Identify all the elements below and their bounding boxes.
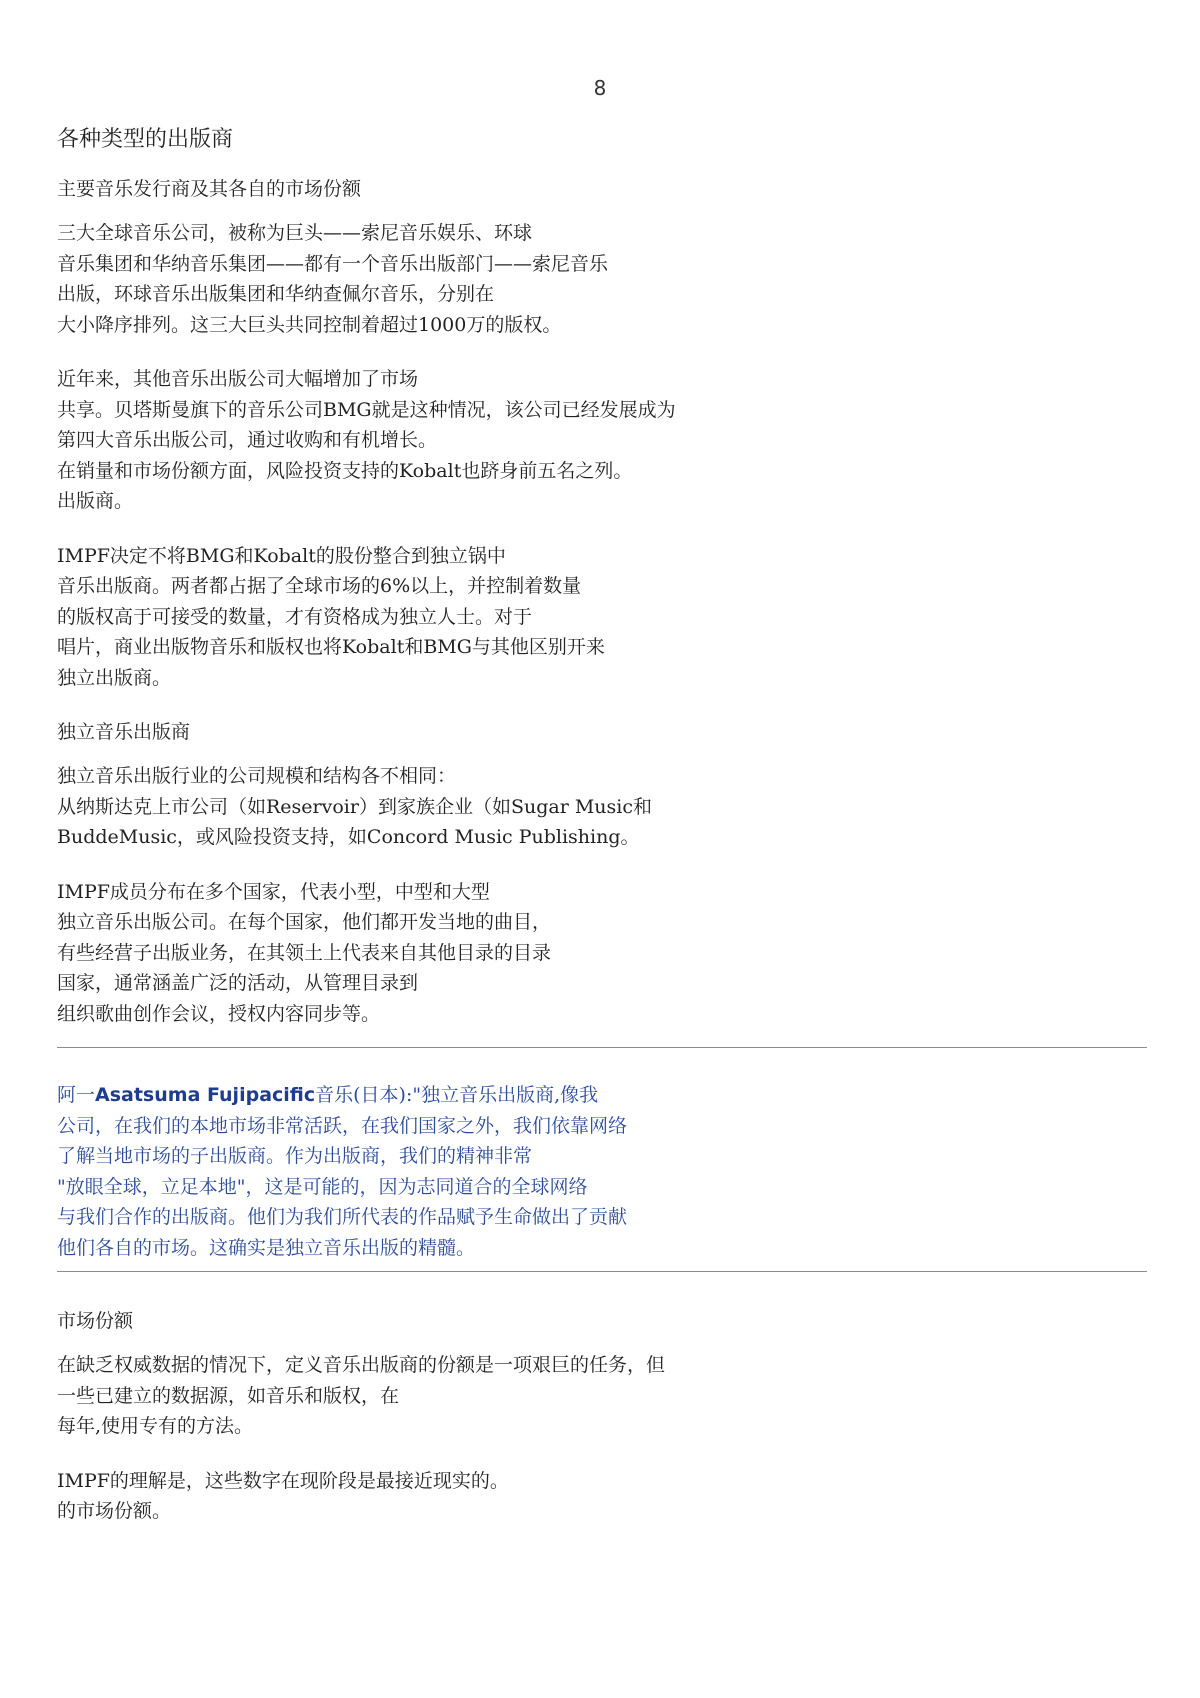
page-content — [57, 124, 1147, 1551]
paragraph-industry-structure — [57, 761, 1147, 853]
text-line: 一些已建立的数据源，如音乐和版权，在 — [57, 1384, 400, 1407]
text-line: IMPF决定不将BMG和Kobalt的股份整合到独立锅中 — [57, 544, 506, 567]
text-line: BuddeMusic，或风险投资支持，如Concord Music Publishing。 — [57, 826, 640, 848]
section-heading-market-share: 市场份额 — [57, 1310, 134, 1332]
quote-line: 公司，在我们的本地市场非常活跃，在我们国家之外，我们依靠网络 — [57, 1114, 628, 1137]
quote-line: 了解当地市场的子出版商。作为出版商，我们的精神非常 — [57, 1145, 533, 1167]
text-line: 组织歌曲创作会议，授权内容同步等。 — [57, 1002, 381, 1025]
text-line: 的市场份额。 — [57, 1500, 172, 1522]
text-line: 出版商。 — [57, 490, 134, 512]
quote-prefix: 阿一 — [57, 1084, 96, 1106]
quote-first-line-text: 音乐(日本):"独立音乐出版商,像我 — [315, 1084, 599, 1106]
section-heading-major-publishers: 主要音乐发行商及其各自的市场份额 — [57, 178, 362, 200]
text-line: 音乐出版商。两者都占据了全球市场的6%以上，并控制着数量 — [57, 575, 582, 597]
quote-divider-bottom — [57, 1271, 1147, 1272]
text-line: 音乐集团和华纳音乐集团——都有一个音乐出版部门——索尼音乐 — [57, 252, 609, 275]
paragraph-impf-members — [57, 877, 1147, 1030]
text-line: 出版，环球音乐出版集团和华纳查佩尔音乐，分别在 — [57, 283, 495, 305]
text-line: 三大全球音乐公司，被称为巨头——索尼音乐娱乐、环球 — [57, 222, 533, 244]
text-line: 国家，通常涵盖广泛的活动，从管理目录到 — [57, 972, 419, 994]
text-line: 唱片，商业出版物音乐和版权也将Kobalt和BMG与其他区别开来 — [57, 636, 605, 658]
quote-divider-top — [57, 1047, 1147, 1048]
text-line: 有些经营子出版业务，在其领土上代表来自其他目录的目录 — [57, 941, 552, 964]
quote-line: 他们各自的市场。这确实是独立音乐出版的精髓。 — [57, 1236, 476, 1259]
text-line: 从纳斯达克上市公司（如Reservoir）到家族企业（如Sugar Music和 — [57, 795, 652, 818]
text-line: 近年来，其他音乐出版公司大幅增加了市场 — [57, 368, 419, 390]
page-title: 各种类型的出版商 — [57, 127, 234, 152]
page-number: 8 — [593, 76, 607, 100]
quote-first-line — [57, 1080, 1147, 1111]
text-line: IMPF成员分布在多个国家，代表小型，中型和大型 — [57, 880, 490, 903]
section-heading-independent-publishers: 独立音乐出版商 — [57, 721, 191, 743]
quote-line: "放眼全球，立足本地"，这是可能的，因为志同道合的全球网络 — [57, 1175, 588, 1198]
text-line: 独立出版商。 — [57, 666, 172, 689]
text-line: IMPF的理解是，这些数字在现阶段是最接近现实的。 — [57, 1469, 509, 1492]
text-line: 在销量和市场份额方面，风险投资支持的Kobalt也跻身前五名之列。 — [57, 459, 633, 482]
paragraph-impf-understanding — [57, 1466, 1147, 1527]
text-line: 的版权高于可接受的数量，才有资格成为独立人士。对于 — [57, 605, 533, 628]
text-line: 第四大音乐出版公司，通过收购和有机增长。 — [57, 429, 438, 451]
paragraph-other-publishers — [57, 364, 1147, 517]
paragraph-big-three — [57, 218, 1147, 340]
quote-line: 与我们合作的出版商。他们为我们所代表的作品赋予生命做出了贡献 — [57, 1206, 628, 1228]
paragraph-impf-decision — [57, 541, 1147, 694]
text-line: 每年,使用专有的方法。 — [57, 1415, 254, 1437]
quote-company-name: Asatsuma Fujipacific — [95, 1084, 316, 1106]
text-line: 大小降序排列。这三大巨头共同控制着超过1000万的版权。 — [57, 313, 562, 336]
pull-quote — [57, 1080, 1147, 1263]
text-line: 在缺乏权威数据的情况下，定义音乐出版商的份额是一项艰巨的任务，但 — [57, 1354, 666, 1376]
paragraph-market-share-data — [57, 1350, 1147, 1442]
text-line: 共享。贝塔斯曼旗下的音乐公司BMG就是这种情况，该公司已经发展成为 — [57, 398, 676, 421]
text-line: 独立音乐出版公司。在每个国家，他们都开发当地的曲目， — [57, 911, 552, 933]
text-line: 独立音乐出版行业的公司规模和结构各不相同： — [57, 765, 457, 787]
